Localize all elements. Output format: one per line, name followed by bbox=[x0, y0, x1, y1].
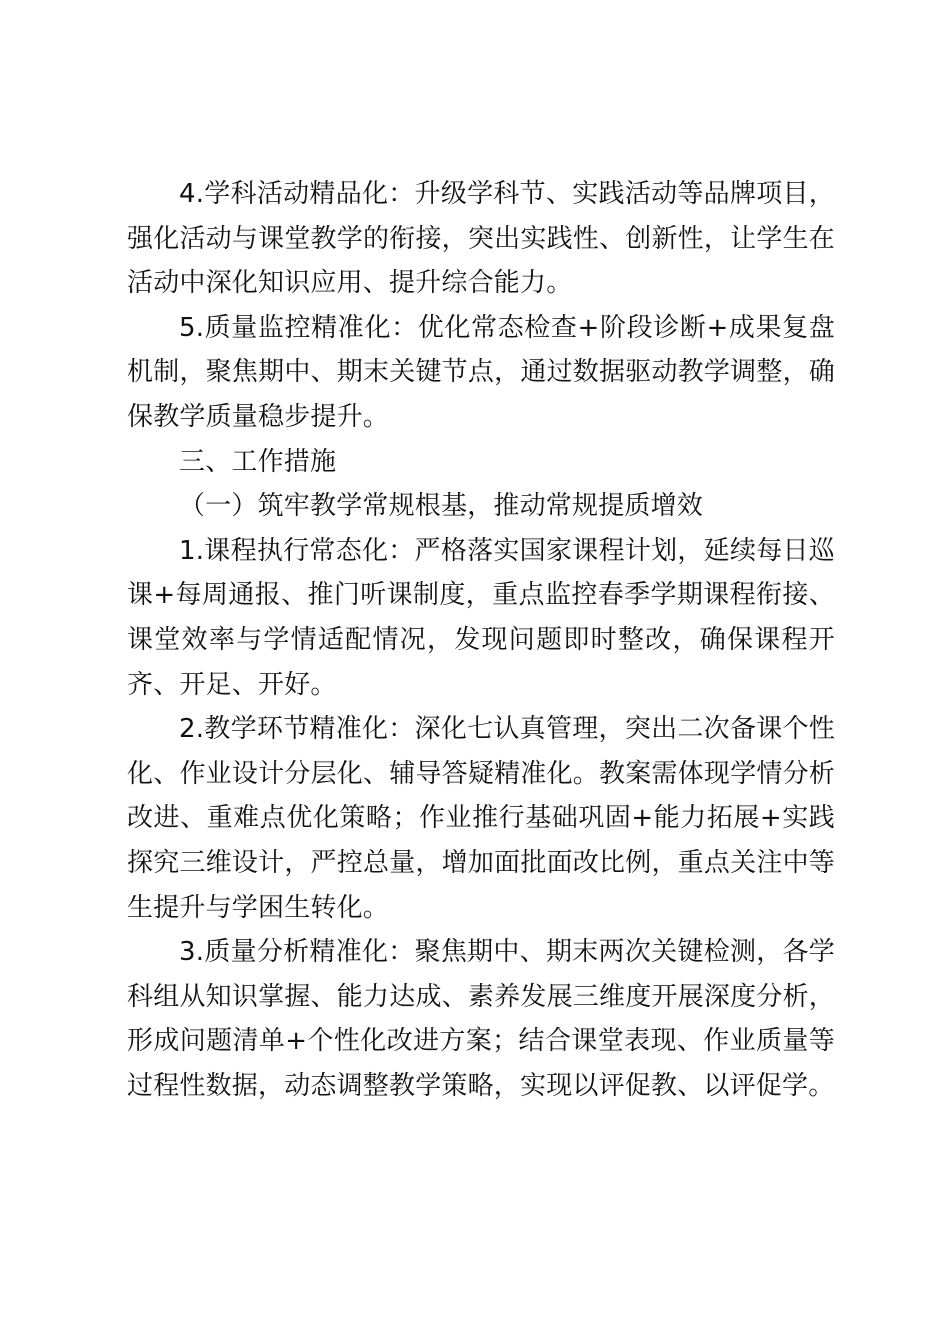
paragraph-teaching-process: 2.教学环节精准化：深化七认真管理，突出二次备课个性化、作业设计分层化、辅导答疑精准化。教案需体现学情分析改进、重难点优化策略；作业推行基础巩固+能力拓展+实践探究三维设计，严控总量，增加面批面改比例，重点关注中等生提升与学困生转化。 bbox=[127, 714, 835, 923]
section-heading-work-measures: 三、工作措施 bbox=[179, 446, 337, 477]
paragraph-quality-analysis: 3.质量分析精准化：聚焦期中、期末两次关键检测，各学科组从知识掌握、能力达成、素养发展三维度开展深度分析，形成问题清单+个性化改进方案；结合课堂表现、作业质量等过程性数据，动态调整教学策略，实现以评促教、以评促学。 bbox=[127, 937, 835, 1101]
paragraph-curriculum-execution: 1.课程执行常态化：严格落实国家课程计划，延续每日巡课+每周通报、推门听课制度，重点监控春季学期课程衔接、课堂效率与学情适配情况，发现问题即时整改，确保课程开齐、开足、开好。 bbox=[127, 535, 835, 700]
subsection-heading-teaching-routine: （一）筑牢教学常规根基，推动常规提质增效 bbox=[179, 491, 704, 522]
paragraph-subject-activities: 4.学科活动精品化：升级学科节、实践活动等品牌项目，强化活动与课堂教学的衔接，突出实践性、创新性，让学生在活动中深化知识应用、提升综合能力。 bbox=[127, 179, 835, 299]
document-body bbox=[127, 172, 835, 1108]
paragraph-quality-monitoring: 5.质量监控精准化：优化常态检查+阶段诊断+成果复盘机制，聚焦期中、期末关键节点，通过数据驱动教学调整，确保教学质量稳步提升。 bbox=[127, 312, 835, 432]
